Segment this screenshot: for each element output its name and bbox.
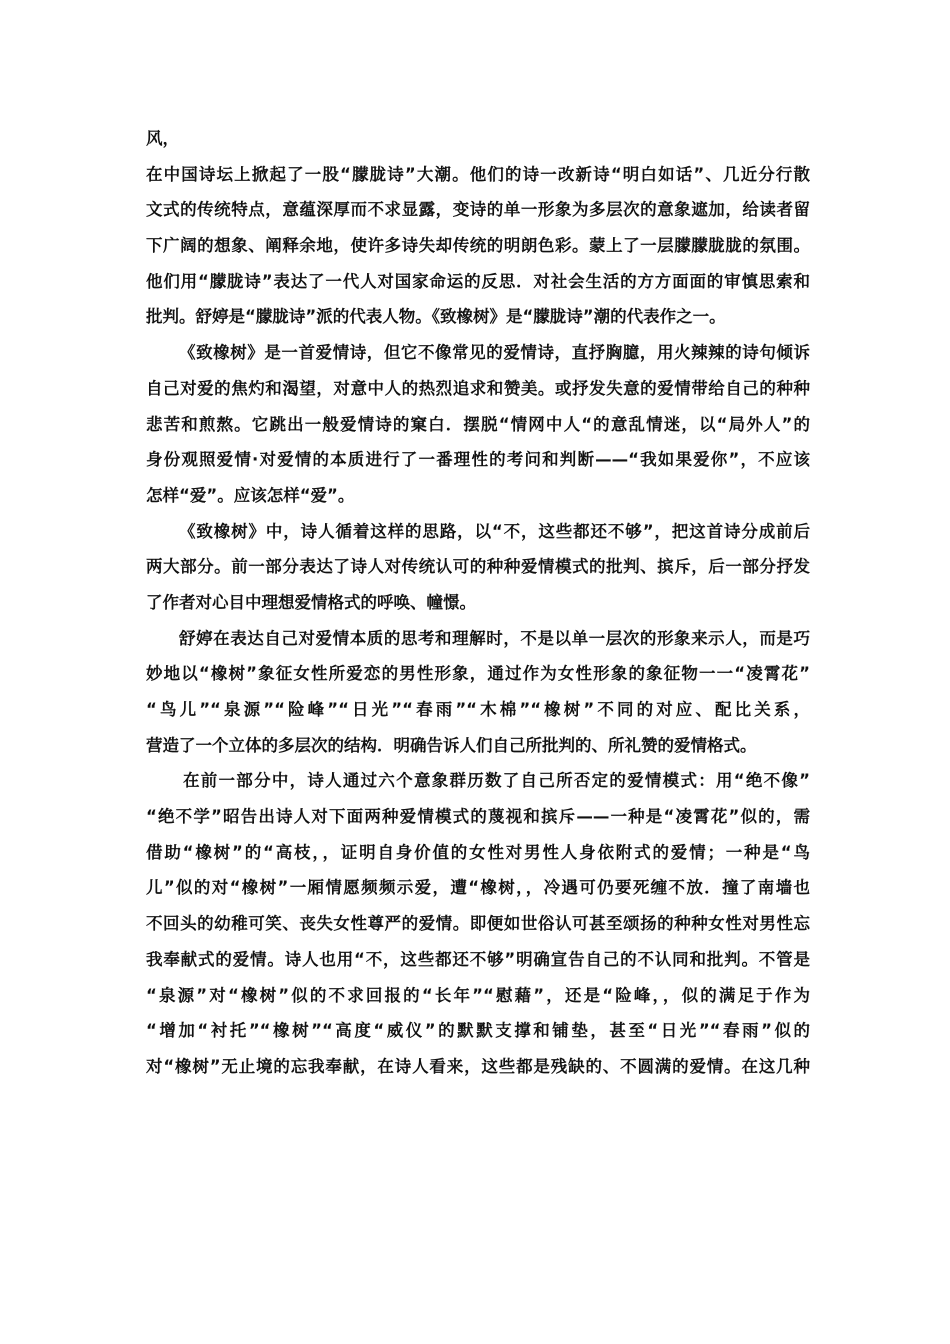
text-line: 我奉献式的爱情。诗人也用“不，这些都还不够”明确宣告自己的不认同和批判。不管是	[146, 949, 810, 969]
text-line: “增加“衬托”“橡树”“高度“威仪”的默默支撑和铺垫，甚至“日光”“春雨”似的	[146, 1021, 810, 1041]
text-line: 下广阔的想象、阐释余地，使许多诗失却传统的明朗色彩。蒙上了一层朦朦胧胧的氛围。	[146, 236, 810, 256]
text-line: 不回头的幼稚可笑、丧失女性尊严的爱情。即便如世俗认可甚至颂扬的种种女性对男性忘	[146, 914, 810, 934]
text-line: 身份观照爱情·对爱情的本质进行了一番理性的考问和判断——“我如果爱你”，不应该	[146, 450, 810, 470]
text-line: 自己对爱的焦灼和渴望，对意中人的热烈追求和赞美。或抒发失意的爱情带给自己的种种	[146, 378, 810, 398]
text-line: 批判。舒婷是“朦胧诗”派的代表人物。《致橡树》是“朦胧诗”潮的代表作之一。	[146, 307, 726, 327]
text-line: 营造了一个立体的多层次的结构．明确告诉人们自己所批判的、所礼赞的爱情格式。	[146, 735, 757, 755]
text-line: “泉源”对“橡树”似的不求回报的“长年”“慰藉”，还是“险峰，，似的满足于作为	[146, 985, 810, 1005]
paragraph-first-line: 舒婷在表达自己对爱情本质的思考和理解时，不是以单一层次的形象来示人，而是巧	[179, 628, 810, 648]
paragraph-first-line: 《致橡树》中，诗人循着这样的思路，以“不，这些都还不够”，把这首诗分成前后	[179, 521, 810, 541]
text-line: 怎样“爱”。应该怎样“爱”。	[146, 485, 355, 505]
text-line: 悲苦和煎熬。它跳出一般爱情诗的窠白．摆脱“情网中人“的意乱情迷，以“局外人”的	[146, 414, 810, 434]
text-line: 妙地以“橡树”象征女性所爱恋的男性形象，通过作为女性形象的象征物一一“凌霄花”	[146, 664, 810, 684]
text-line: 风，	[146, 129, 179, 148]
text-line: 借助“橡树”的“高枝，，证明自身价值的女性对男性人身依附式的爱情；一种是“鸟	[146, 842, 810, 862]
text-line: 他们用“朦胧诗”表达了一代人对国家命运的反思．对社会生活的方方面面的审慎思索和	[146, 271, 810, 291]
text-line: 在中国诗坛上掀起了一股“朦胧诗”大潮。他们的诗一改新诗“明白如话”、几近分行散	[146, 164, 810, 184]
paragraph-first-line: 在前一部分中，诗人通过六个意象群历数了自己所否定的爱情模式：用“绝不像”	[183, 771, 810, 791]
body-text	[146, 121, 810, 1085]
paragraph-first-line: 《致橡树》是一首爱情诗，但它不像常见的爱情诗，直抒胸臆，用火辣辣的诗句倾诉	[179, 343, 810, 363]
text-line: 对“橡树”无止境的忘我奉献，在诗人看来，这些都是残缺的、不圆满的爱情。在这几种	[146, 1056, 810, 1076]
text-line: 文式的传统特点，意蕴深厚而不求显露，变诗的单一形象为多层次的意象遮加，给读者留	[146, 200, 810, 220]
text-line: 两大部分。前一部分表达了诗人对传统认可的种种爱情模式的批判、摈斥，后一部分抒发	[146, 557, 810, 577]
text-line: “鸟儿”“泉源”“险峰”“日光”“春雨”“木棉”“橡树”不同的对应、配比关系，	[146, 700, 810, 719]
text-line: 儿”似的对“橡树”一厢情愿频频示爱，遭“橡树，，冷遇可仍要死缠不放．撞了南墙也	[146, 878, 810, 898]
text-line: 了作者对心目中理想爱情格式的呼唤、幢憬。	[146, 592, 476, 612]
text-line: “绝不学”昭告出诗人对下面两种爱情模式的蔑视和摈斥——一种是“凌霄花”似的，需	[146, 807, 810, 827]
